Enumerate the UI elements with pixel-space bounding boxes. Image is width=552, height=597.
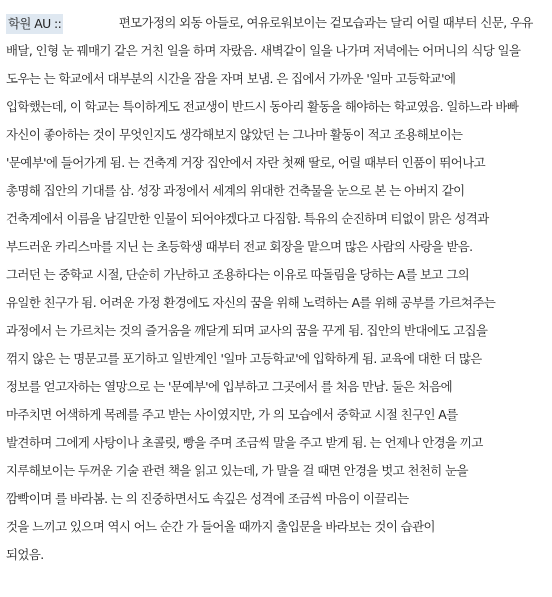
line-text: 정보를 얻고자하는 열망으로 는 '문예부'에 입부하고 그곳에서 를 처음 만남. 둘은 처음에 — [6, 379, 453, 394]
line-text: 배달, 인형 눈 꿰매기 같은 거친 일을 하며 자랐음. 새벽같이 일을 나가며 저녁에는 어머니의 식당 일을 — [6, 43, 521, 58]
line-text: 것을 느끼고 있으며 역시 어느 순간 가 들어올 때까지 출입문을 바라보는 것이 습관이 — [6, 519, 435, 534]
text-line-14 — [6, 373, 546, 401]
text-line-19 — [6, 513, 546, 541]
text-line-20 — [6, 541, 546, 569]
heading-label: 학원 AU :: — [6, 14, 63, 34]
text-line-17 — [6, 457, 546, 485]
text-line-4 — [6, 93, 546, 121]
text-line-3 — [6, 65, 546, 93]
line-text: 그러던 는 중학교 시절, 단순히 가난하고 조용하다는 이유로 따돌림을 당하는 A를 보고 그의 — [6, 267, 470, 282]
line-text: 유일한 친구가 됨. 어려운 가정 환경에도 자신의 꿈을 위해 노력하는 A를 위해 공부를 가르쳐주는 — [6, 295, 496, 310]
redacted-name — [63, 16, 115, 32]
line-text: 지루해보이는 두꺼운 기술 관련 책을 읽고 있는데, 가 말을 걸 때면 안경을 벗고 천천히 눈을 — [6, 463, 468, 478]
line-text: 발견하며 그에게 사탕이나 초콜릿, 빵을 주며 조금씩 말을 주고 받게 됨. 는 언제나 안경을 끼고 — [6, 435, 483, 450]
text-line-1 — [6, 9, 546, 37]
text-line-11 — [6, 289, 546, 317]
line-text: 자신이 좋아하는 것이 무엇인지도 생각해보지 않았던 는 그나마 활동이 적고 조용해보이는 — [6, 127, 463, 142]
text-line-6 — [6, 149, 546, 177]
line-text: 총명해 집안의 기대를 삼. 성장 과정에서 세계의 위대한 건축물을 눈으로 본 는 아버지 같이 — [6, 183, 465, 198]
text-line-7 — [6, 177, 546, 205]
line-text: 되었음. — [6, 547, 44, 562]
line-text: 입학했는데, 이 학교는 특이하게도 전교생이 반드시 동아리 활동을 해야하는 학교였음. 일하느라 바빠 — [6, 99, 519, 114]
text-line-2 — [6, 37, 546, 65]
text-line-5 — [6, 121, 546, 149]
line-text: 건축계에서 이름을 남길만한 인물이 되어야겠다고 다짐함. 특유의 순진하며 티없이 맑은 성격과 — [6, 211, 489, 226]
line-text: 편모가정의 외동 아들로, 여유로워보이는 겉모습과는 달리 어릴 때부터 신문, 우유 — [115, 15, 533, 30]
line-text: 도우는 는 학교에서 대부분의 시간을 잠을 자며 보냄. 은 집에서 가까운 '일마 고등학교'에 — [6, 71, 456, 86]
text-line-18 — [6, 485, 546, 513]
line-text: '문예부'에 들어가게 됨. 는 건축계 거장 집안에서 자란 첫째 딸로, 어릴 때부터 인품이 뛰어나고 — [6, 155, 486, 170]
text-line-13 — [6, 345, 546, 373]
text-line-12 — [6, 317, 546, 345]
line-text: 깜빡이며 를 바라봄. 는 의 진중하면서도 속깊은 성격에 조금씩 마음이 이끌리는 — [6, 491, 409, 506]
text-line-8 — [6, 205, 546, 233]
text-line-16 — [6, 429, 546, 457]
text-line-9 — [6, 233, 546, 261]
line-text: 꺾지 않은 는 명문고를 포기하고 일반계인 '일마 고등학교'에 입학하게 됨. 교육에 대한 더 많은 — [6, 351, 482, 366]
line-text: 부드러운 카리스마를 지닌 는 초등학생 때부터 전교 회장을 맡으며 많은 사람의 사랑을 받음. — [6, 239, 473, 254]
line-text: 과정에서 는 가르치는 것의 즐거움을 깨닫게 되며 교사의 꿈을 꾸게 됨. 집안의 반대에도 고집을 — [6, 323, 488, 338]
text-line-15 — [6, 401, 546, 429]
text-line-10 — [6, 261, 546, 289]
line-text: 마주치면 어색하게 목례를 주고 받는 사이였지만, 가 의 모습에서 중학교 시절 친구인 A를 — [6, 407, 458, 422]
